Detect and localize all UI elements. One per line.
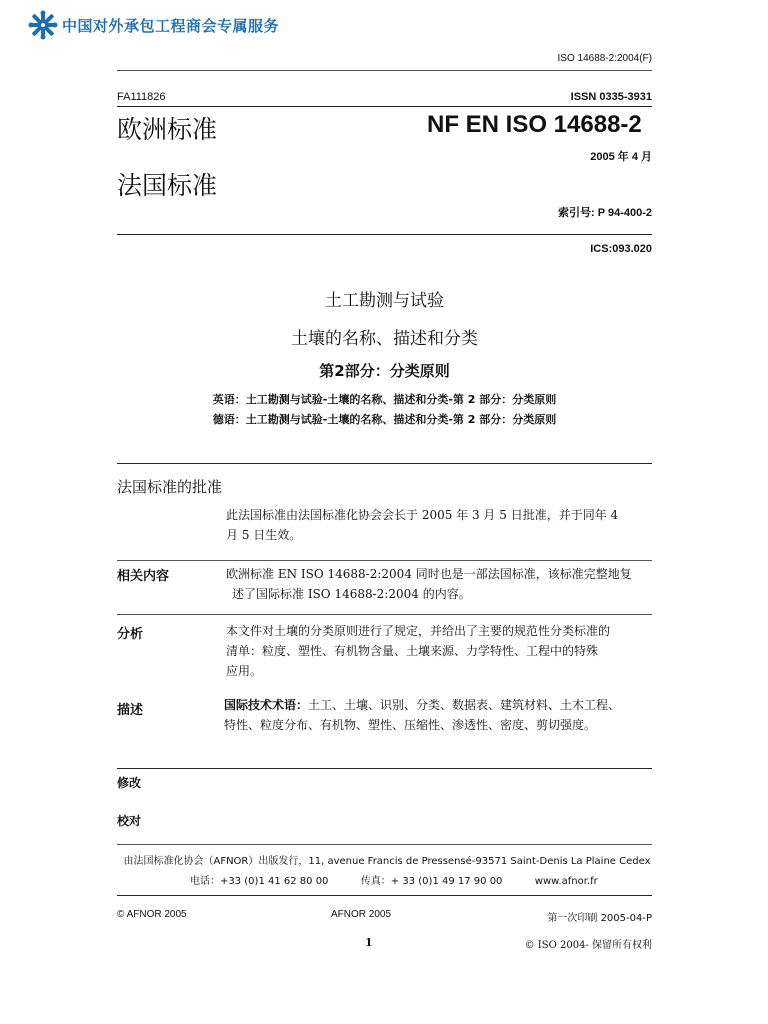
analysis-rule bbox=[117, 614, 652, 615]
analysis-line-1: 本文件对土壤的分类原则进行了规定，并给出了主要的规范性分类标准的 bbox=[226, 624, 611, 638]
analysis-line-2: 清单：粒度、塑性、有机物含量、土壤来源、力学特性、工程中的特殊 bbox=[226, 644, 599, 658]
description-line-1: 土工、土壤、识别、分类、数据表、建筑材料、土木工程、 bbox=[308, 698, 621, 712]
ics-code: ICS:093.020 bbox=[590, 243, 652, 255]
logo-text: 中国对外承包工程商会专属服务 bbox=[62, 17, 280, 35]
approval-heading: 法国标准的批准 bbox=[117, 478, 223, 496]
fax-number: 传真：+ 33 (0)1 49 17 90 00 bbox=[360, 876, 503, 887]
approval-text bbox=[226, 505, 656, 545]
related-line-2: 述了国际标准 ISO 14688-2:2004 的内容。 bbox=[232, 587, 471, 601]
logo bbox=[28, 10, 318, 40]
phone-number: 电话：+33 (0)1 41 62 80 00 bbox=[190, 876, 329, 887]
related-text bbox=[226, 564, 656, 604]
snowflake-logo-icon bbox=[28, 10, 58, 40]
revision-label: 修改 bbox=[117, 776, 142, 790]
issue-date: 2005 年 4 月 bbox=[590, 151, 652, 163]
approval-line-2: 月 5 日生效。 bbox=[226, 528, 302, 542]
description-line-2: 特性、粒度分布、有机物、塑性、压缩性、渗透性、密度、剪切强度。 bbox=[224, 718, 597, 732]
description-term-label: 国际技术术语： bbox=[224, 698, 309, 712]
page-number: 1 bbox=[365, 936, 373, 949]
copyright-left: © AFNOR 2005 bbox=[117, 909, 187, 920]
revision-rule bbox=[117, 768, 652, 769]
proof-label: 校对 bbox=[117, 814, 142, 828]
related-label: 相关内容 bbox=[117, 569, 170, 584]
related-rule bbox=[117, 560, 652, 561]
title-line-2: 土壤的名称、描述和分类 bbox=[291, 329, 478, 349]
meta-rule bbox=[117, 106, 652, 107]
contact-row bbox=[190, 872, 598, 887]
analysis-label: 分析 bbox=[117, 627, 144, 642]
euro-title: 欧洲标准 bbox=[117, 115, 218, 144]
german-title: 德语：土工勘测与试验-土壤的名称、描述和分类-第 2 部分：分类原则 bbox=[212, 413, 557, 426]
doc-ref: ISO 14688-2:2004(F) bbox=[557, 53, 652, 64]
approval-line-1: 此法国标准由法国标准化协会会长于 2005 年 3 月 5 日批准，并于同年 4 bbox=[226, 508, 619, 522]
website-link[interactable]: www.afnor.fr bbox=[534, 876, 598, 887]
french-title: 法国标准 bbox=[117, 171, 218, 200]
index-number: 索引号: P 94-400-2 bbox=[558, 207, 652, 219]
analysis-text bbox=[226, 621, 656, 681]
title-line-3: 第2部分：分类原则 bbox=[319, 362, 450, 380]
footer-center: AFNOR 2005 bbox=[331, 909, 392, 920]
description-text bbox=[224, 695, 656, 735]
title-rule bbox=[117, 234, 652, 235]
publisher-line: 由法国标准化协会（AFNOR）出版发行，11, avenue Francis de Pressensé-93571 Saint-Denis La Plaine Cedex bbox=[123, 856, 651, 867]
iso-copyright: © ISO 2004- 保留所有权利 bbox=[524, 940, 652, 951]
publisher-rule bbox=[117, 844, 652, 845]
print-info: 第一次印刷 2005-04-P bbox=[547, 913, 652, 924]
fa-code: FA111826 bbox=[117, 91, 166, 103]
title-block bbox=[117, 286, 652, 427]
english-title: 英语：土工勘测与试验-土壤的名称、描述和分类-第 2 部分：分类原则 bbox=[212, 393, 557, 406]
issn: ISSN 0335-3931 bbox=[570, 91, 652, 103]
analysis-line-3: 应用。 bbox=[226, 664, 263, 678]
standard-number: NF EN ISO 14688-2 bbox=[427, 111, 642, 138]
header-rule bbox=[117, 70, 652, 71]
footer-rule bbox=[117, 895, 652, 896]
description-label: 描述 bbox=[117, 703, 144, 718]
title-line-1: 土工勘测与试验 bbox=[325, 291, 444, 311]
approval-rule bbox=[117, 463, 652, 464]
related-line-1: 欧洲标准 EN ISO 14688-2:2004 同时也是一部法国标准，该标准完整地复 bbox=[226, 567, 632, 581]
